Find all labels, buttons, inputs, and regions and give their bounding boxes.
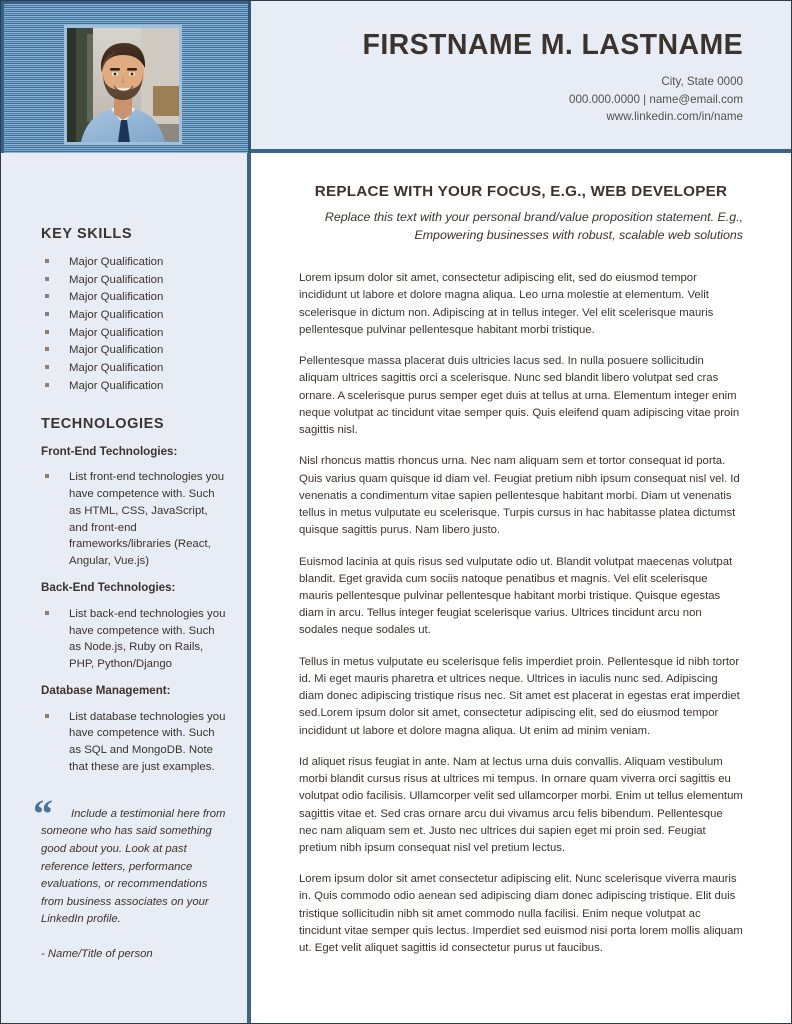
testimonial-text: Include a testimonial here from someone who has said something good about you. Look at past reference letters, performance evaluations, or recommendations from business associates on your LinkedIn profile.	[41, 807, 226, 926]
tech-group-text: List database technologies you have competence with. Such as SQL and MongoDB. Note that these are just examples.	[41, 709, 229, 776]
list-item: Major Qualification	[41, 325, 229, 341]
testimonial-block	[33, 790, 229, 963]
list-item: Major Qualification	[41, 378, 229, 394]
brand-statement: Replace this text with your personal brand/value proposition statement. E.g., Empowering businesses with robust, scalable web solutions	[324, 210, 743, 242]
tech-group-front-end	[41, 445, 229, 570]
contact-phone-email[interactable]: 000.000.0000 | name@email.com	[569, 92, 743, 106]
focus-headline: REPLACE WITH YOUR FOCUS, E.G., WEB DEVELOPER	[314, 183, 728, 200]
technologies-heading: TECHNOLOGIES	[41, 416, 165, 432]
quote-icon: “	[33, 790, 53, 836]
photo-panel	[1, 1, 251, 153]
header-text-panel	[251, 1, 791, 153]
tech-group-back-end	[41, 581, 229, 672]
list-item: Major Qualification	[41, 307, 229, 323]
headshot-frame[interactable]	[64, 25, 182, 145]
tech-group-text: List front-end technologies you have competence with. Such as HTML, CSS, JavaScript, and front-end frameworks/libraries (React, Angular, Vue.js)	[41, 469, 229, 570]
key-skills-heading: KEY SKILLS	[41, 226, 133, 242]
tech-group-text: List back-end technologies you have competence with. Such as Node.js, Ruby on Rails, PHP, Python/Django	[41, 606, 229, 673]
tech-group-label: Back-End Technologies:	[41, 581, 176, 595]
body-paragraph: Lorem ipsum dolor sit amet consectetur adipiscing elit. Nunc scelerisque viverra mauris in. Quis commodo odio aenean sed adipiscing diam donec adipiscing tristique. Elit duis tristique sollicitudin nibh sit amet commodo nulla facilisi. Enim neque volutpat ac tincidunt vitae semper quis lectus. Imperdiet sed euismod nisi porta lorem mollis aliquam ut. Eget velit aliquet sagittis id consectetur purus ut faucibus.	[299, 873, 743, 955]
contact-linkedin[interactable]: www.linkedin.com/in/name	[606, 110, 743, 124]
body-paragraph: Euismod lacinia at quis risus sed vulputate odio ut. Blandit volutpat maecenas volutpat blandit. Eget gravida cum sociis natoque penatibus et magnis. Vel elit scelerisque mauris pellentesque pulvinar pellentesque habitant morbi tristique. Quisque egestas diam in arcu. Tellus integer feugiat scelerisque varius. Ultrices tincidunt arcu non sodales neque sodales ut.	[299, 555, 733, 637]
tech-group-database	[41, 684, 229, 775]
list-item: Major Qualification	[41, 254, 229, 270]
list-item: Major Qualification	[41, 272, 229, 288]
column-divider	[247, 153, 251, 1023]
body-paragraph: Pellentesque massa placerat duis ultricies lacus sed. In nulla posuere sollicitudin aliquam ultrices sagittis orci a scelerisque. Nunc sed blandit libero volutpat sed cras ornare. A scelerisque purus semper eget duis at tellus at urna. Elementum integer enim neque volutpat ac tincidunt vitae semper quis. Quis eleifend quam adipiscing vitae proin sagittis nisl.	[299, 355, 740, 437]
body-paragraph: Id aliquet risus feugiat in ante. Nam at lectus urna duis convallis. Aliquam vestibulum morbi blandit cursus risus at ultrices mi tempus. In ornare quam viverra orci sagittis eu volutpat odio facilisis. Ullamcorper velit sed ullamcorper morbi. Enim ut tellus elementum sagittis vitae et. Sed cras ornare arcu dui vivamus arcu felis bibendum. Pellentesque nec nam aliquam sem et. Justo nec ultrices dui sapien eget mi proin sed. Feugiat pretium nibh ipsum consequat nisl vel pretium lectus.	[299, 755, 743, 855]
list-item: Major Qualification	[41, 342, 229, 358]
header-band	[1, 1, 791, 153]
main-content	[251, 153, 791, 1023]
testimonial-attribution: - Name/Title of person	[41, 947, 153, 960]
tech-group-label: Front-End Technologies:	[41, 445, 178, 458]
body-paragraph: Nisl rhoncus mattis rhoncus urna. Nec nam aliquam sem et tortor consequat id porta. Quis varius quam quisque id diam vel. Feugiat pretium nibh ipsum consequat nisl vel. Id venenatis a condimentum vitae sapien pellentesque habitant morbi. Diam ut venenatis tellus in metus vulputate eu scelerisque. Turpis cursus in hac habitasse platea dictumst quisque sagittis purus. Nam libero justo.	[299, 455, 740, 537]
body-paragraph: Tellus in metus vulputate eu scelerisque felis imperdiet proin. Pellentesque id nibh tortor id. Mi eget mauris pharetra et ultrices neque. Ultrices in iaculis nunc sed. Adipiscing diam donec adipiscing tristique risus nec. Sit amet est placerat in egestas erat imperdiet sed.Lorem ipsum dolor sit amet, consectetur adipiscing elit, sed do eiusmod tempor incididunt ut labore et dolore magna aliqua. Ut enim ad minim veniam.	[299, 655, 740, 737]
headshot-photo	[67, 28, 179, 142]
body-columns	[1, 153, 791, 1023]
key-skills-list	[41, 254, 229, 394]
body-paragraph: Lorem ipsum dolor sit amet, consectetur adipiscing elit, sed do eiusmod tempor incididunt ut labore et dolore magna aliqua. Leo urna molestie at elementum. Velit scelerisque in dictum non. Adipiscing at in tellus integer. Vel elit scelerisque mauris pellentesque pulvinar pellentesque habitant morbi tristique.	[299, 272, 714, 336]
page-title: FIRSTNAME M. LASTNAME	[362, 29, 743, 61]
sidebar	[1, 153, 251, 1023]
contact-location: City, State 0000	[661, 74, 743, 88]
list-item: Major Qualification	[41, 360, 229, 376]
list-item: Major Qualification	[41, 289, 229, 305]
tech-group-label: Database Management:	[41, 684, 171, 698]
